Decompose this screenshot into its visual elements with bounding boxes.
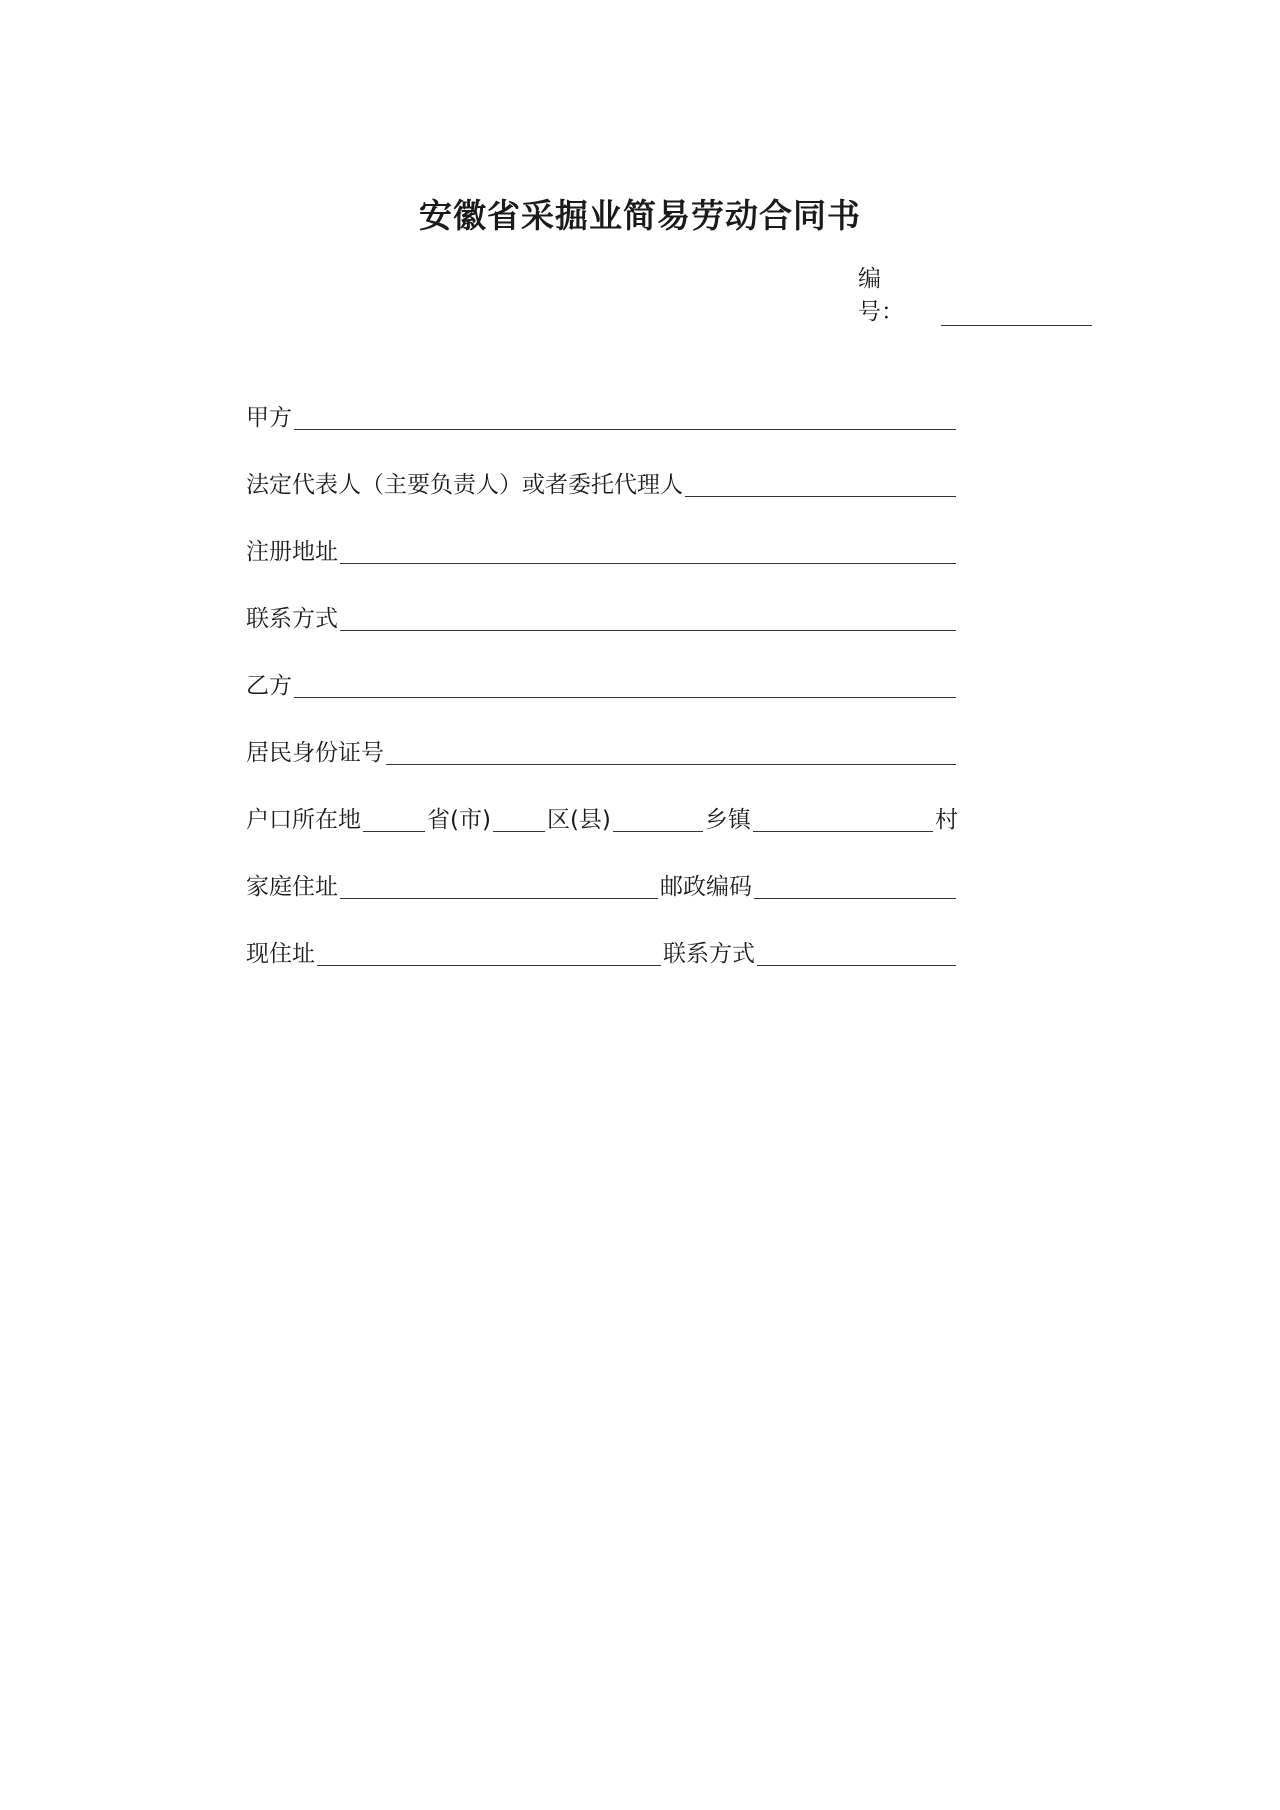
contract-number-blank[interactable]: [941, 303, 1092, 326]
current-address-label: 现住址: [246, 941, 315, 967]
legal-rep-row: [246, 461, 958, 497]
contact-b-blank[interactable]: [757, 941, 956, 966]
postal-code-label: 邮政编码: [660, 874, 752, 900]
hukou-village-label: 村: [935, 807, 958, 833]
legal-rep-label: 法定代表人（主要负责人）或者委托代理人: [246, 472, 683, 498]
current-address-row: [246, 930, 958, 966]
contract-number: [858, 266, 1092, 326]
reg-address-row: [246, 528, 958, 564]
hukou-province-blank[interactable]: [363, 807, 425, 832]
hukou-village-blank[interactable]: [753, 807, 933, 832]
contract-number-label: 编号：: [858, 266, 904, 325]
home-address-label: 家庭住址: [246, 874, 338, 900]
postal-code-blank[interactable]: [754, 874, 956, 899]
reg-address-blank[interactable]: [340, 539, 956, 564]
contact-a-row: [246, 595, 958, 631]
party-b-blank[interactable]: [294, 673, 956, 698]
party-a-label: 甲方: [246, 405, 292, 431]
id-number-label: 居民身份证号: [246, 740, 384, 766]
contact-b-label: 联系方式: [663, 941, 755, 967]
contract-form: [246, 394, 958, 966]
legal-rep-blank[interactable]: [685, 472, 956, 497]
contact-a-blank[interactable]: [340, 606, 956, 631]
party-b-row: [246, 662, 958, 698]
reg-address-label: 注册地址: [246, 539, 338, 565]
id-number-blank[interactable]: [386, 740, 956, 765]
home-address-blank[interactable]: [340, 874, 658, 899]
document-title: 安徽省采掘业简易劳动合同书: [419, 196, 861, 235]
home-address-row: [246, 863, 958, 899]
party-b-label: 乙方: [246, 673, 292, 699]
hukou-town-label: 乡镇: [704, 807, 751, 833]
hukou-province-label: 省(市): [427, 807, 491, 833]
contact-a-label: 联系方式: [246, 606, 338, 632]
hukou-district-label: 区(县): [546, 807, 611, 833]
party-a-row: [246, 394, 958, 430]
hukou-town-blank[interactable]: [613, 807, 703, 832]
hukou-label: 户口所在地: [246, 807, 361, 833]
id-number-row: [246, 729, 958, 765]
hukou-row: [246, 796, 958, 832]
current-address-blank[interactable]: [317, 941, 661, 966]
hukou-district-blank[interactable]: [493, 807, 545, 832]
party-a-blank[interactable]: [294, 405, 956, 430]
